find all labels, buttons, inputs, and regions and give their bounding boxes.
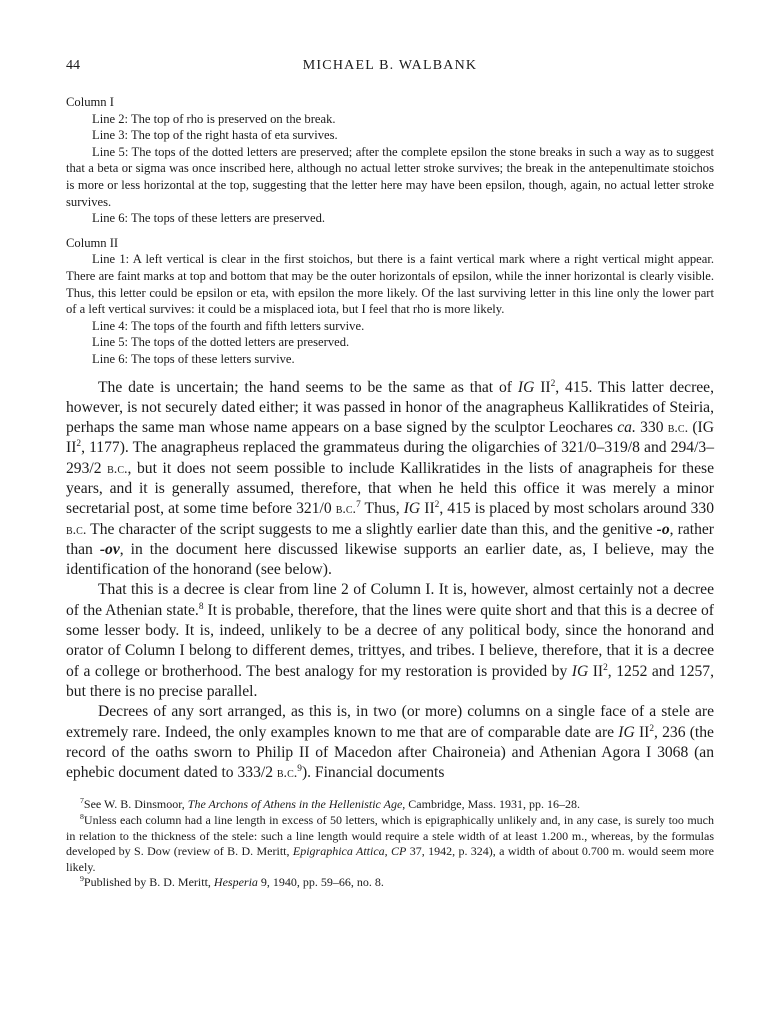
paragraph-date: The date is uncertain; the hand seems to be the same as that of IG $II^2$, 415. This latter decree, however, is not securely dated either; it was passed in honor of the anagrapheus Kallikratides of Steiria, perhaps the same man whose name appears on a base signed by the sculptor Leochares ca. 330 b.c. (IG $II^2$, 1177). The anagrapheus replaced the grammateus during the oligarchies of 321/0–319/8 and 294/3–293/2 b.c., but it does not seem possible to include Kallikratides in the lists of anagrapheis for these years, and it is generally assumed, therefore, that when he held this office it was merely a minor secretarial post, at some time before 321/0 b.c.$^7$ Thus, IG $II^2$, 415 is placed by most scholars around 330 b.c. The character of the script suggests to me a slightly earlier date than this, and the genitive -o, rather than -ov, in the document here discussed likewise supports an earlier date, as, I believe, may the identification of the honorand (see below). — [66, 378, 715, 579]
column-one-line-note: Line 5: The tops of the dotted letters are preserved; after the complete epsilon the stone breaks in such a way as to suggest that a beta or sigma was once inscribed here, although no actual letter stroke survives; the break in the antepenultimate stoichos is more or less horizontal at the top, suggesting that the letter here may have been epsilon, though, again, no actual letter stroke survives. — [66, 144, 714, 209]
column-one-notes — [66, 94, 714, 227]
column-two-heading: Column II — [66, 235, 119, 250]
paragraph-decree: That this is a decree is clear from line 2 of Column I. It is, however, almost certainly not a decree of the Athenian state.$^8$ It is probable, therefore, that the lines were quite short and that this is a decree of some lesser body. It is, indeed, unlikely to be a decree of any political body, since the honorand and orator of Column I belong to different demes, trittyes, and tribes. I believe, therefore, that it is a decree of a college or brotherhood. The best analogy for my restoration is provided by IG $II^2$, 1252 and 1257, but there is no precise parallel. — [66, 581, 714, 700]
footnote-ref-7[interactable]: 7 — [356, 500, 361, 511]
page — [66, 52, 714, 891]
column-two-notes — [66, 235, 714, 368]
page-number: 44 — [66, 58, 80, 73]
column-two-line-note: Line 4: The tops of the fourth and fifth letters survive. — [92, 318, 365, 333]
paragraph-columns: Decrees of any sort arranged, as this is, in two (or more) columns on a single face of a stele are extremely rare. Indeed, the only examples known to me that are of comparable date are IG $II^2$, 236 (the record of the oaths sworn to Philip II of Macedon after Chaironeia) and Athenian Agora I 3068 (an ephebic document dated to 333/2 b.c.$^9$). Financial documents — [66, 703, 714, 782]
running-head: MICHAEL B. WALBANK — [302, 58, 478, 73]
column-two-line-note: Line 1: A left vertical is clear in the first stoichos, but there is a faint vertical mark where a right vertical might appear. There are faint marks at top and bottom that may be the outer horizontals of epsilon, while the inner horizontal is clearly visible. Thus, this letter could be epsilon or eta, with epsilon the more likely. Of the last surviving letter in this line only the lower part of a left vertical survives: it could be a misplaced iota, but I feel that rho is more likely. — [66, 252, 714, 317]
footnote-9: $^9$Published by B. D. Meritt, Hesperia 9, 1940, pp. 59–66, no. 8. — [80, 874, 384, 890]
footnote-7: $^7$See W. B. Dinsmoor, The Archons of Athens in the Hellenistic Age, Cambridge, Mass. 1931, pp. 16–28. — [80, 796, 580, 812]
column-two-line-note: Line 5: The tops of the dotted letters are preserved. — [92, 335, 350, 350]
column-one-heading: Column I — [66, 95, 114, 109]
footnote-ref-8[interactable]: 8 — [198, 601, 204, 612]
column-one-line-note: Line 3: The top of the right hasta of eta survives. — [92, 128, 338, 143]
column-one-line-note: Line 2: The top of rho is preserved on the break. — [92, 111, 336, 126]
column-one-line-note: Line 6: The tops of these letters are preserved. — [92, 211, 326, 226]
column-two-line-note: Line 6: The tops of these letters survive. — [92, 351, 295, 366]
body-text — [66, 378, 714, 784]
epigraphical-notes — [66, 94, 714, 368]
footnote-8: $^8$Unless each column had a line length in excess of 50 letters, which is epigraphically unlikely and, in any case, is surely too much in relation to the thickness of the stele: such a line length would require a stele width of at least 1.200 m., whereas, by the formulas developed by S. Dow (review of B. D. Meritt, Epigraphica Attica, CP 37, 1942, p. 324), a width of about 0.700 m. would seem more likely. — [66, 812, 714, 874]
footnote-ref-9[interactable]: 9 — [297, 763, 302, 774]
page-header — [66, 52, 714, 76]
footnotes — [66, 797, 714, 891]
